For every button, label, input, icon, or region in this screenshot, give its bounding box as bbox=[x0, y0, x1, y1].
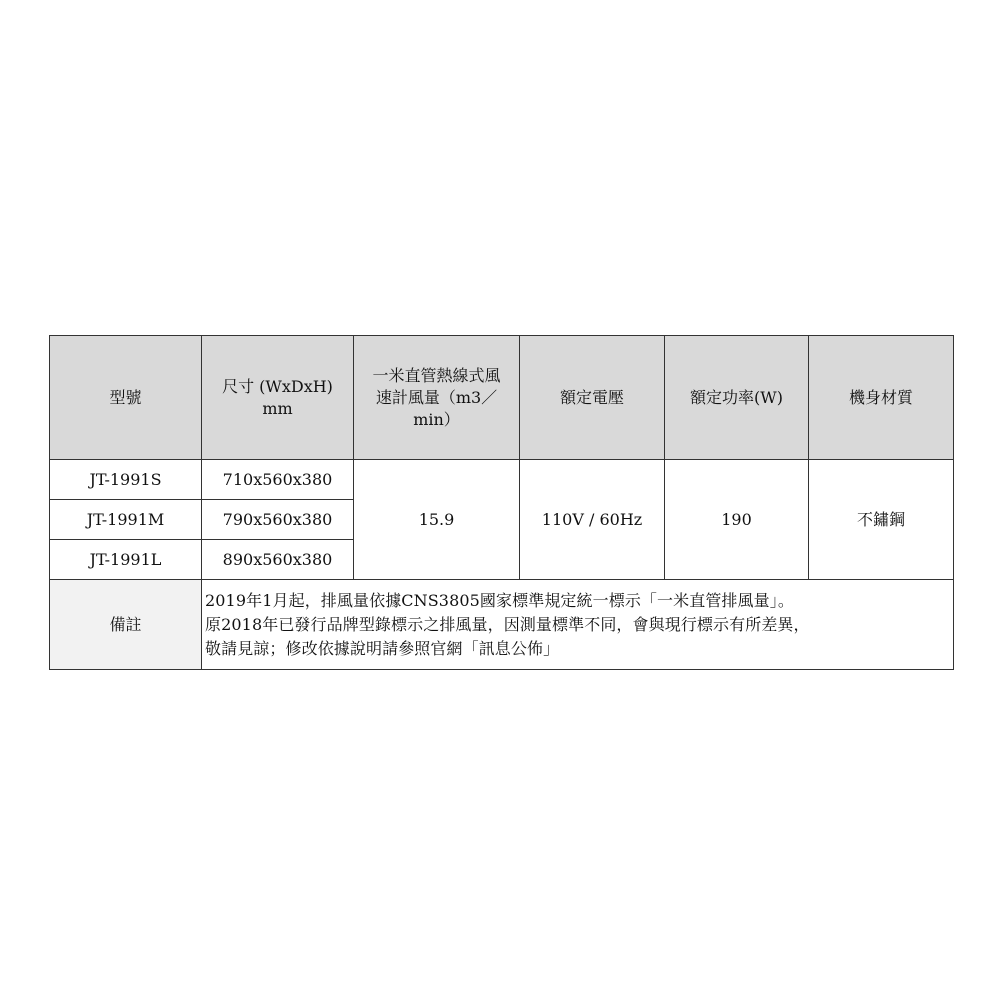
note-line-2: 原2018年已發行品牌型錄標示之排風量，因測量標準不同，會與現行標示有所差異， bbox=[205, 614, 810, 634]
note-line-3: 敬請見諒；修改依據說明請參照官網「訊息公佈」 bbox=[205, 638, 560, 658]
header-material: 機身材質 bbox=[809, 336, 954, 460]
note-label: 備註 bbox=[50, 580, 202, 670]
model-cell: JT-1991M bbox=[50, 500, 202, 540]
material-value: 不鏽鋼 bbox=[809, 460, 954, 580]
header-size-line2: mm bbox=[262, 398, 293, 418]
voltage-value: 110V / 60Hz bbox=[520, 460, 665, 580]
model-cell: JT-1991L bbox=[50, 540, 202, 580]
header-airflow-line3: min） bbox=[413, 409, 460, 429]
header-model: 型號 bbox=[50, 336, 202, 460]
note-line-1: 2019年1月起，排風量依據CNS3805國家標準規定統一標示「一米直管排風量」。 bbox=[205, 590, 794, 610]
size-cell: 790x560x380 bbox=[202, 500, 354, 540]
note-text bbox=[202, 580, 954, 670]
header-power: 額定功率(W) bbox=[665, 336, 809, 460]
header-airflow-line2: 速計風量（m3／ bbox=[375, 387, 498, 407]
model-cell: JT-1991S bbox=[50, 460, 202, 500]
size-cell: 890x560x380 bbox=[202, 540, 354, 580]
header-size-line1: 尺寸 (WxDxH) bbox=[222, 376, 333, 396]
note-row bbox=[50, 580, 954, 670]
size-cell: 710x560x380 bbox=[202, 460, 354, 500]
spec-table bbox=[49, 335, 954, 670]
header-voltage: 額定電壓 bbox=[520, 336, 665, 460]
table-row bbox=[50, 460, 954, 500]
header-row bbox=[50, 336, 954, 460]
header-size bbox=[202, 336, 354, 460]
header-airflow-line1: 一米直管熱線式風 bbox=[372, 365, 501, 385]
header-airflow bbox=[354, 336, 520, 460]
airflow-value: 15.9 bbox=[354, 460, 520, 580]
power-value: 190 bbox=[665, 460, 809, 580]
